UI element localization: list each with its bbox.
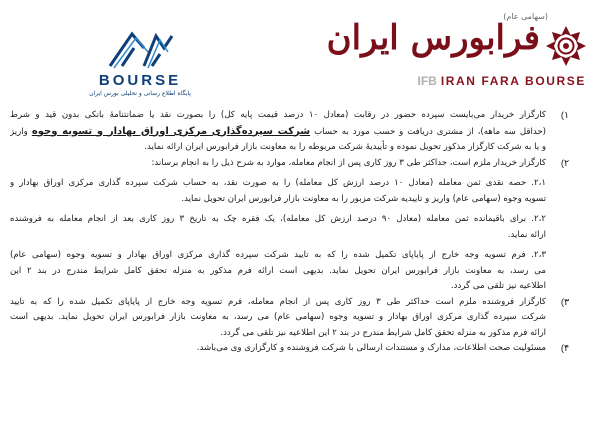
- sub-item-line: می رسد، به معاونت بازار فرابورس ایران تحویل نماید. بدیهی است ارائه فرم مذکور به منزله تحقق کامل شرایط مندرج در بند ۲ این: [10, 265, 546, 276]
- clause-line: کارگزار خریدار ملزم است، حداکثر طی ۳ روز کاری پس از انجام معامله، موارد به شرح ذیل را به انجام برساند:: [151, 157, 546, 168]
- clause-number: ۱): [560, 110, 570, 121]
- ifb-abbrev: IFB: [417, 74, 437, 88]
- ifb-logo-tagline: (سهامی عام): [503, 12, 548, 21]
- clause-number: ۲): [560, 157, 570, 169]
- bourse-24-emblem-icon: [104, 26, 176, 72]
- sub-item-2-3: [10, 248, 546, 295]
- clause-line-text: (حداقل سه ماهه)، از مشتری دریافت و حسب مورد به حساب: [314, 126, 546, 137]
- clause-line: کارگزار خریدار می‌بایست سپرده حضور در رقابت (معادل ۱۰ درصد قیمت پایه کل) را بصورت نقد یا ضمانتنامهٔ بانکی بدون قید و شرط: [10, 110, 546, 120]
- clause-4: [10, 341, 580, 357]
- clause-2: [10, 156, 580, 295]
- ifb-latin-name: [417, 74, 586, 88]
- terms-list: [10, 108, 580, 357]
- sub-item-line: ارائه نماید.: [507, 229, 546, 240]
- bourse-logo-subtitle: پایگاه اطلاع رسانی و تحلیلی بورس ایران: [89, 90, 191, 97]
- clause-3: [10, 295, 580, 342]
- ifb-latin-label: IRAN FARA BOURSE: [440, 74, 586, 88]
- depository-company-emphasis: شرکت سپرده‌گذاری مرکزی اوراق بهادار و تسویه وجوه: [31, 125, 311, 137]
- clause-line-suffix: واریز: [10, 126, 28, 137]
- sub-item-2-1: [10, 176, 546, 207]
- clause-line: کارگزار فروشنده ملزم است حداکثر طی ۳ روز کاری پس از انجام معامله، فرم تسویه وجه خارج از پایاپای تکمیل شده را که به تایید: [10, 296, 546, 307]
- bourse-logo-name: BOURSE: [98, 72, 182, 89]
- bourse-logo: [70, 26, 210, 98]
- clause-number: ۴): [560, 343, 570, 354]
- ifb-emblem-icon: [544, 24, 588, 68]
- clause-1: [10, 108, 580, 156]
- sub-item-line: ۲،۳. فرم تسویه وجه خارج از پایاپای تکمیل شده را که به تایید شرکت سپرده گذاری مرکزی اوراق بهادار و تسویه وجوه (سهامی عام): [10, 250, 546, 260]
- ifb-logo: [326, 12, 588, 92]
- clause-line: و یا به شرکت کارگزار مذکور تحویل نموده و تأییدیهٔ شرکت مربوطه را به معاونت بازار فرابورس ایران ارائه نماید.: [144, 142, 546, 152]
- sub-item-2-2: [10, 212, 546, 243]
- clause-line: شرکت سپرده گذاری مرکزی اوراق بهادار و تسویه وجوه (سهامی عام) می رسد، به معاونت بازار فرابورس ایران تحویل نماید. بدیهی است: [10, 312, 546, 322]
- clause-line: ارائه فرم مذکور به منزله تحقق کامل شرایط مندرج در بند ۲ این اطلاعیه نیز تلقی می گردد.: [220, 327, 546, 338]
- clause-number: ۳): [560, 296, 570, 308]
- clause-line: [10, 124, 546, 141]
- sub-item-line: ۲،۲. برای باقیمانده ثمن معامله (معادل ۹۰ درصد ارزش کل معامله)، یک فقره چک به تاریخ ۳ روز کاری بعد از انجام معامله به فروشنده: [10, 214, 546, 224]
- ifb-wordmark: فرابورس ایران: [326, 18, 540, 58]
- sub-item-line: اطلاعیه نیز تلقی می گردد.: [450, 281, 546, 291]
- clause-line: مسئولیت صحت اطلاعات، مدارک و مستندات ارسالی با شرکت فروشنده و کارگزاری وی می‌باشد.: [196, 343, 546, 353]
- sub-item-line: تسویه وجوه (سهامی عام) واریز و تاییدیه شرکت مزبور را به معاونت بازار فرابورس ایران تحویل نماید.: [181, 193, 546, 204]
- sub-item-line: ۲،۱. حصه نقدی ثمن معامله (معادل ۱۰ درصد ارزش کل معامله) را به صورت نقد، به حساب شرکت سپرده گذاری مرکزی اوراق بهادار و: [10, 178, 546, 188]
